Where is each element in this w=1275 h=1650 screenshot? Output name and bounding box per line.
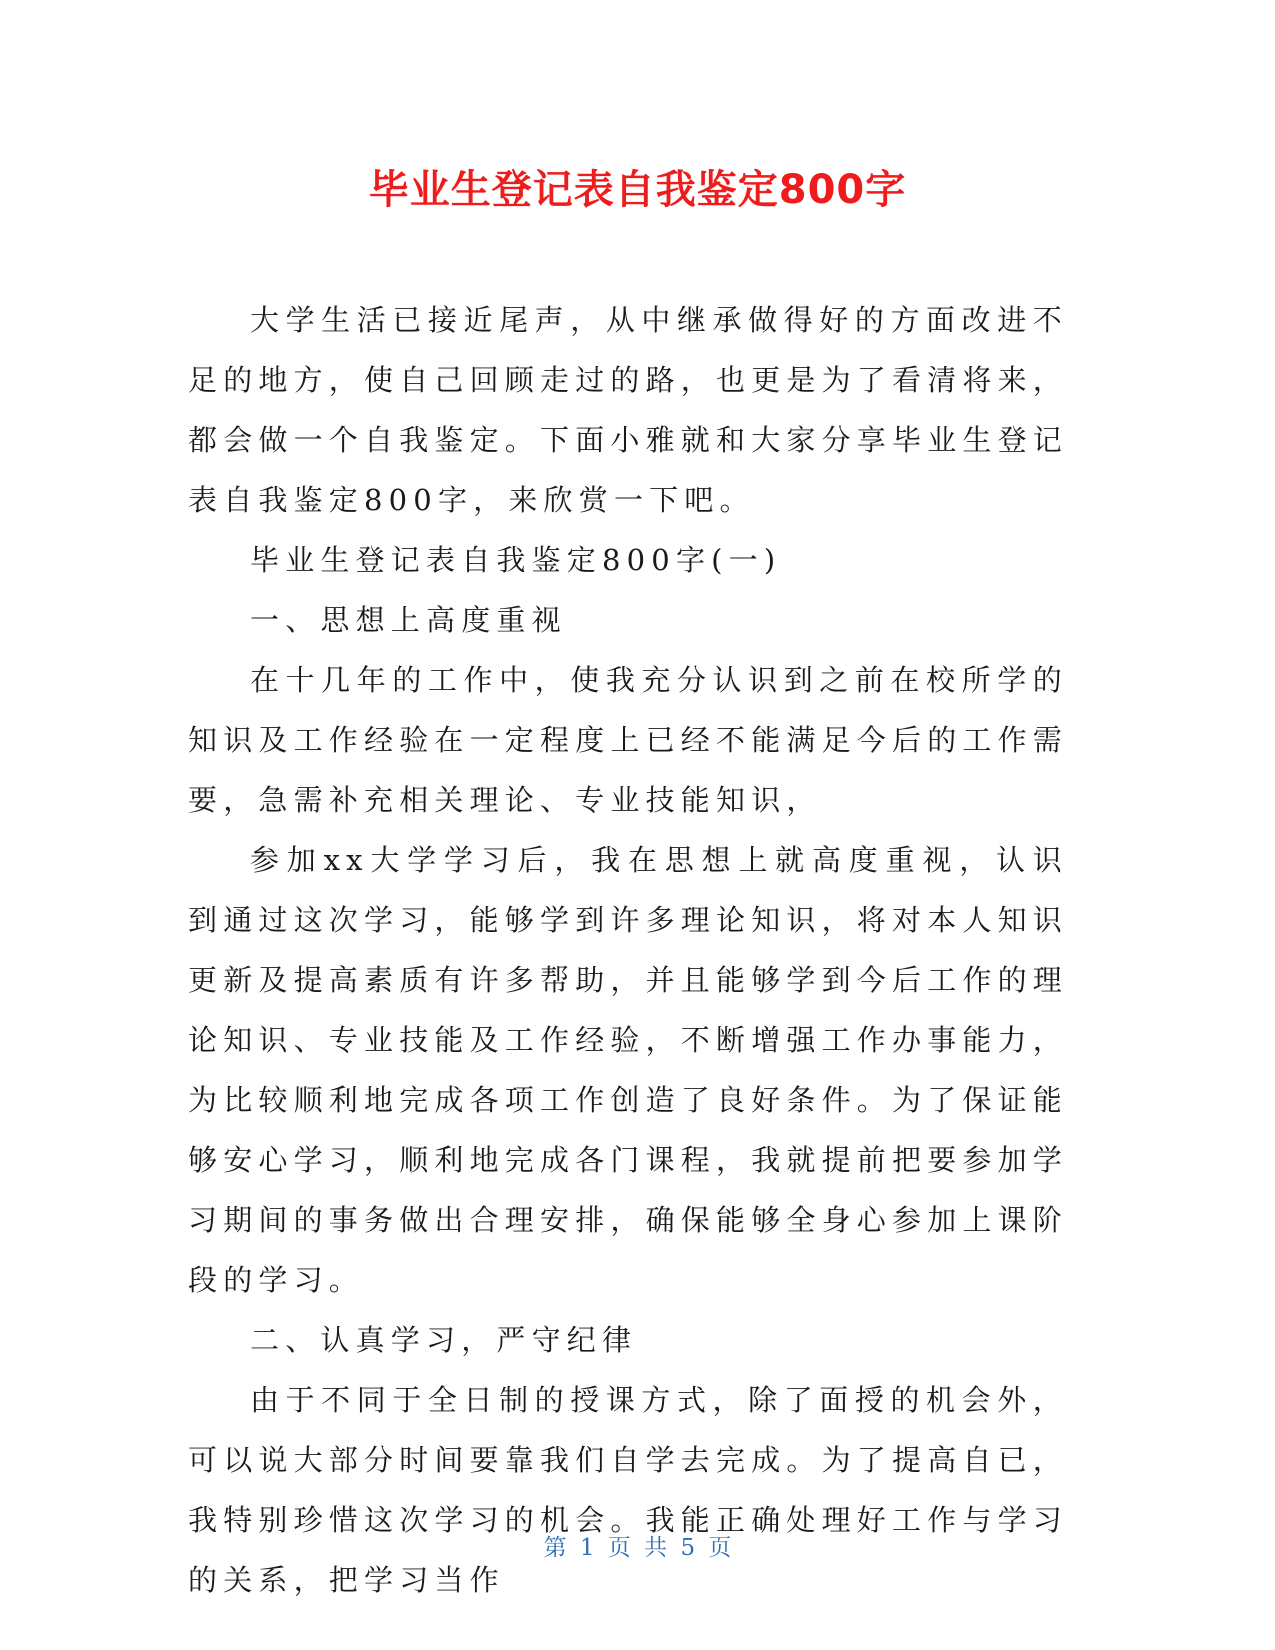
body-paragraph: 在十几年的工作中，使我充分认识到之前在校所学的知识及工作经验在一定程度上已经不能满足今后的工作需要，急需补充相关理论、专业技能知识， <box>188 663 1069 817</box>
intro-paragraph: 大学生活已接近尾声，从中继承做得好的方面改进不足的地方，使自己回顾走过的路，也更是为了看清将来，都会做一个自我鉴定。下面小雅就和大家分享毕业生登记表自我鉴定800字，来欣赏一下吧。 <box>188 303 1069 517</box>
body-paragraph: 参加xx大学学习后，我在思想上就高度重视，认识到通过这次学习，能够学到许多理论知识，将对本人知识更新及提高素质有许多帮助，并且能够学到今后工作的理论知识、专业技能及工作经验，不断增强工作办事能力，为比较顺利地完成各项工作创造了良好条件。为了保证能够安心学习，顺利地完成各门课程，我就提前把要参加学习期间的事务做出合理安排，确保能够全身心参加上课阶段的学习。 <box>188 843 1069 1297</box>
page-title: 毕业生登记表自我鉴定800字 <box>368 167 907 213</box>
page-footer: 第 1 页 共 5 页 <box>543 1535 732 1561</box>
body-paragraph: 由于不同于全日制的授课方式，除了面授的机会外，可以说大部分时间要靠我们自学去完成。为了提高自已，我特别珍惜这次学习的机会。我能正确处理好工作与学习的关系，把学习当作 <box>188 1383 1069 1597</box>
document-body <box>188 290 1068 1610</box>
subsection-heading: 二、认真学习，严守纪律 <box>250 1323 638 1357</box>
section-heading: 毕业生登记表自我鉴定800字(一) <box>250 543 782 577</box>
subsection-heading: 一、思想上高度重视 <box>250 603 567 637</box>
